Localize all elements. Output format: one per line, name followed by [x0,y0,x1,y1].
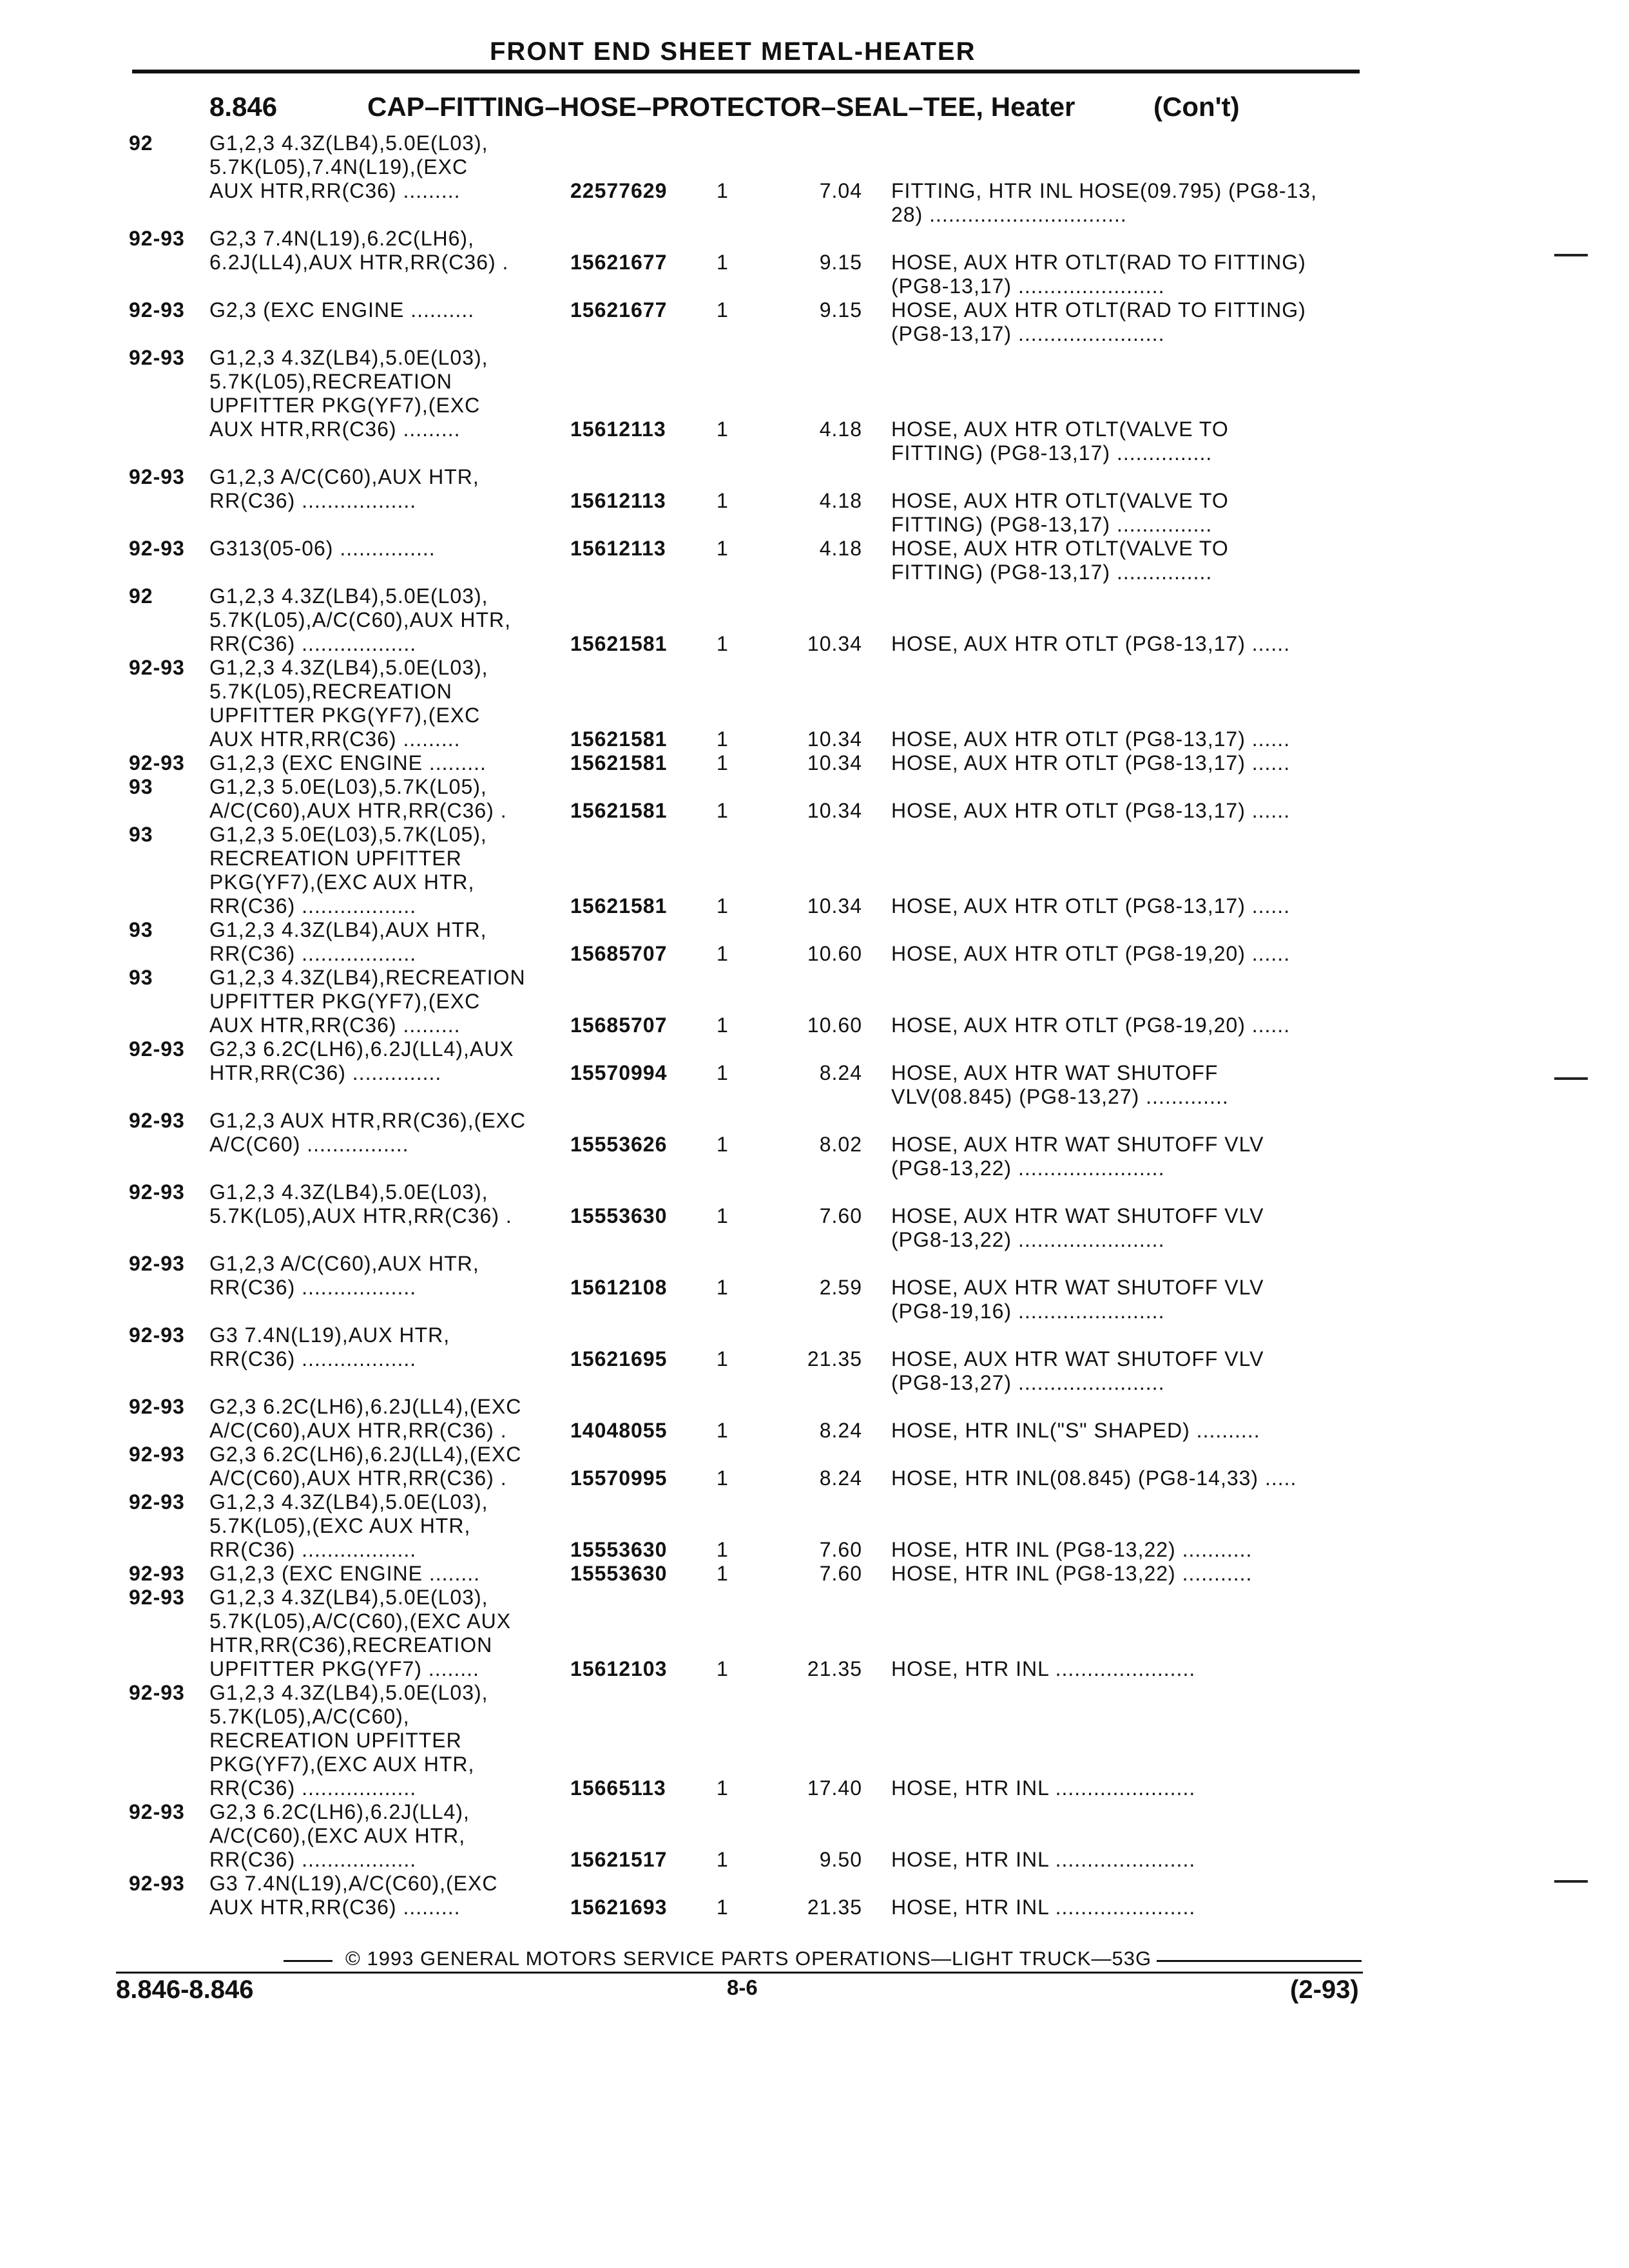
part-name: (PG8-13,22) ....................... [891,1157,1165,1180]
quantity: 1 [717,1466,729,1490]
part-name: HOSE, AUX HTR OTLT(RAD TO FITTING) [891,251,1306,274]
usage-description: PKG(YF7),(EXC AUX HTR, [209,870,475,894]
part-name: HOSE, AUX HTR OTLT (PG8-13,17) ...... [891,751,1291,774]
usage-description: RR(C36) .................. [209,894,417,918]
model-year: 92-93 [129,1490,185,1514]
part-number: 15553630 [570,1204,668,1227]
usage-description: G1,2,3 4.3Z(LB4),RECREATION [209,966,526,989]
model-year: 92-93 [129,1443,185,1466]
footer-section-range: 8.846-8.846 [116,1975,254,2004]
model-year: 92-93 [129,1681,185,1704]
part-number: 15685707 [570,942,668,965]
quantity: 1 [717,1896,729,1919]
model-year: 92-93 [129,346,185,369]
part-name: HOSE, AUX HTR OTLT (PG8-13,17) ...... [891,894,1291,918]
part-number: 22577629 [570,179,668,202]
model-year: 92-93 [129,1800,185,1823]
part-number: 15685707 [570,1014,668,1037]
part-name: HOSE, HTR INL ...................... [891,1848,1196,1871]
part-number: 15665113 [570,1776,666,1800]
part-number: 15621517 [570,1848,668,1871]
model-year: 92-93 [129,656,185,679]
part-name: HOSE, HTR INL ...................... [891,1896,1196,1919]
usage-description: G1,2,3 4.3Z(LB4),AUX HTR, [209,918,487,941]
usage-description: G2,3 6.2C(LH6),6.2J(LL4), [209,1800,470,1823]
margin-mark [1554,1880,1588,1883]
footer-page-number: 8-6 [727,1975,758,1999]
usage-description: RR(C36) .................. [209,1848,417,1871]
usage-description: G1,2,3 (EXC ENGINE ........ [209,1562,480,1585]
quantity: 1 [717,298,729,322]
quantity: 1 [717,1419,729,1442]
usage-description: 5.7K(L05),7.4N(L19),(EXC [209,155,468,178]
quantity: 1 [717,1657,729,1680]
quantity: 1 [717,1204,729,1227]
usage-description: G1,2,3 A/C(C60),AUX HTR, [209,465,479,488]
margin-mark [1554,1077,1588,1080]
part-name: (PG8-13,17) ....................... [891,274,1165,298]
usage-description: G1,2,3 4.3Z(LB4),5.0E(L03), [209,1180,488,1204]
part-name: VLV(08.845) (PG8-13,27) ............. [891,1085,1229,1108]
usage-description: 5.7K(L05),AUX HTR,RR(C36) . [209,1204,512,1227]
section-code: 8.846 [209,91,278,122]
usage-description: 5.7K(L05),(EXC AUX HTR, [209,1514,471,1537]
model-year: 92-93 [129,227,185,250]
model-year: 92-93 [129,1586,185,1609]
quantity: 1 [717,489,729,512]
quantity: 1 [717,1061,729,1084]
price: 7.60 [819,1204,862,1227]
usage-description: G1,2,3 4.3Z(LB4),5.0E(L03), [209,1586,488,1609]
usage-description: RR(C36) .................. [209,1347,417,1370]
part-number: 15621581 [570,632,668,655]
usage-description: G1,2,3 (EXC ENGINE ......... [209,751,487,774]
part-number: 15621581 [570,727,668,751]
price: 10.34 [807,727,862,751]
usage-description: 5.7K(L05),RECREATION [209,370,452,393]
section-title: CAP–FITTING–HOSE–PROTECTOR–SEAL–TEE, Heater [367,91,1075,122]
price: 10.34 [807,894,862,918]
usage-description: G2,3 6.2C(LH6),6.2J(LL4),AUX [209,1037,514,1061]
model-year: 92-93 [129,1323,185,1347]
price: 8.02 [819,1133,862,1156]
usage-description: A/C(C60),AUX HTR,RR(C36) . [209,1466,507,1490]
usage-description: A/C(C60),AUX HTR,RR(C36) . [209,1419,507,1442]
footer-rule-right [1157,1960,1362,1962]
quantity: 1 [717,1133,729,1156]
usage-description: AUX HTR,RR(C36) ......... [209,1896,461,1919]
part-number: 15621581 [570,751,668,774]
usage-description: G1,2,3 4.3Z(LB4),5.0E(L03), [209,346,488,369]
usage-description: G1,2,3 A/C(C60),AUX HTR, [209,1252,479,1275]
part-name: HOSE, AUX HTR OTLT(VALVE TO [891,537,1229,560]
part-name: 28) ............................... [891,203,1127,226]
part-number: 15621693 [570,1896,668,1919]
quantity: 1 [717,537,729,560]
usage-description: G1,2,3 4.3Z(LB4),5.0E(L03), [209,656,488,679]
footer-rule-left [284,1960,333,1962]
part-name: HOSE, AUX HTR OTLT (PG8-13,17) ...... [891,632,1291,655]
model-year: 92-93 [129,1395,185,1418]
part-number: 15570994 [570,1061,668,1084]
part-name: HOSE, HTR INL ...................... [891,1657,1196,1680]
quantity: 1 [717,1014,729,1037]
part-number: 15553630 [570,1538,668,1561]
quantity: 1 [717,894,729,918]
usage-description: UPFITTER PKG(YF7),(EXC [209,704,481,727]
part-number: 15612113 [570,489,666,512]
usage-description: G2,3 7.4N(L19),6.2C(LH6), [209,227,474,250]
quantity: 1 [717,942,729,965]
price: 10.34 [807,799,862,822]
usage-description: G1,2,3 4.3Z(LB4),5.0E(L03), [209,1490,488,1514]
part-name: HOSE, AUX HTR WAT SHUTOFF VLV [891,1133,1264,1156]
price: 10.34 [807,751,862,774]
usage-description: RR(C36) .................. [209,632,417,655]
usage-description: AUX HTR,RR(C36) ......... [209,1014,461,1037]
usage-description: 5.7K(L05),A/C(C60),AUX HTR, [209,608,512,631]
part-name: HOSE, HTR INL (PG8-13,22) ........... [891,1538,1253,1561]
usage-description: 5.7K(L05),A/C(C60),(EXC AUX [209,1610,512,1633]
usage-description: RR(C36) .................. [209,1776,417,1800]
part-number: 15570995 [570,1466,668,1490]
part-number: 15621695 [570,1347,668,1370]
part-name: HOSE, AUX HTR OTLT(VALVE TO [891,489,1229,512]
model-year: 93 [129,775,153,798]
usage-description: 6.2J(LL4),AUX HTR,RR(C36) . [209,251,509,274]
quantity: 1 [717,632,729,655]
model-year: 92-93 [129,1252,185,1275]
usage-description: G3 7.4N(L19),A/C(C60),(EXC [209,1872,498,1895]
quantity: 1 [717,1347,729,1370]
usage-description: RECREATION UPFITTER [209,1729,462,1752]
model-year: 92 [129,584,153,608]
price: 8.24 [819,1466,862,1490]
price: 21.35 [807,1347,862,1370]
usage-description: G2,3 6.2C(LH6),6.2J(LL4),(EXC [209,1395,522,1418]
part-name: HOSE, AUX HTR OTLT (PG8-19,20) ...... [891,1014,1291,1037]
usage-description: G1,2,3 5.0E(L03),5.7K(L05), [209,775,487,798]
model-year: 93 [129,918,153,941]
part-number: 15553630 [570,1562,668,1585]
model-year: 92-93 [129,1037,185,1061]
usage-description: RECREATION UPFITTER [209,847,462,870]
quantity: 1 [717,1562,729,1585]
usage-description: G3 7.4N(L19),AUX HTR, [209,1323,450,1347]
price: 17.40 [807,1776,862,1800]
part-name: HOSE, AUX HTR WAT SHUTOFF VLV [891,1276,1264,1299]
footer-rule [116,1972,1363,1974]
price: 2.59 [819,1276,862,1299]
price: 10.60 [807,942,862,965]
part-name: FITTING) (PG8-13,17) ............... [891,513,1213,536]
quantity: 1 [717,251,729,274]
model-year: 93 [129,966,153,989]
margin-mark [1554,254,1588,256]
part-name: FITTING) (PG8-13,17) ............... [891,441,1213,465]
part-name: HOSE, AUX HTR WAT SHUTOFF VLV [891,1204,1264,1227]
usage-description: A/C(C60) ................ [209,1133,409,1156]
part-name: HOSE, HTR INL("S" SHAPED) .......... [891,1419,1260,1442]
price: 21.35 [807,1657,862,1680]
part-number: 15612113 [570,537,666,560]
model-year: 92-93 [129,1109,185,1132]
quantity: 1 [717,727,729,751]
price: 9.15 [819,251,862,274]
usage-description: PKG(YF7),(EXC AUX HTR, [209,1753,475,1776]
usage-description: UPFITTER PKG(YF7),(EXC [209,990,481,1013]
price: 9.15 [819,298,862,322]
usage-description: UPFITTER PKG(YF7),(EXC [209,394,481,417]
part-number: 15621677 [570,298,668,322]
quantity: 1 [717,1776,729,1800]
part-number: 14048055 [570,1419,668,1442]
price: 10.60 [807,1014,862,1037]
model-year: 93 [129,823,153,846]
price: 4.18 [819,418,862,441]
part-name: (PG8-13,27) ....................... [891,1371,1165,1394]
part-name: (PG8-19,16) ....................... [891,1300,1165,1323]
usage-description: G1,2,3 5.0E(L03),5.7K(L05), [209,823,487,846]
model-year: 92-93 [129,465,185,488]
footer-date: (2-93) [1290,1975,1359,2004]
part-name: HOSE, AUX HTR WAT SHUTOFF VLV [891,1347,1264,1370]
usage-description: HTR,RR(C36),RECREATION [209,1633,493,1657]
price: 8.24 [819,1419,862,1442]
part-name: HOSE, AUX HTR WAT SHUTOFF [891,1061,1219,1084]
model-year: 92-93 [129,1180,185,1204]
part-number: 15621677 [570,251,668,274]
part-name: FITTING) (PG8-13,17) ............... [891,561,1213,584]
part-name: (PG8-13,22) ....................... [891,1228,1165,1251]
usage-description: AUX HTR,RR(C36) ......... [209,727,461,751]
usage-description: A/C(C60),(EXC AUX HTR, [209,1824,466,1847]
usage-description: G1,2,3 4.3Z(LB4),5.0E(L03), [209,584,488,608]
price: 7.04 [819,179,862,202]
quantity: 1 [717,1848,729,1871]
page-title: FRONT END SHEET METAL-HEATER [490,37,976,66]
quantity: 1 [717,751,729,774]
usage-description: G2,3 6.2C(LH6),6.2J(LL4),(EXC [209,1443,522,1466]
price: 7.60 [819,1562,862,1585]
section-continued: (Con't) [1153,91,1240,122]
usage-description: UPFITTER PKG(YF7) ........ [209,1657,479,1680]
price: 4.18 [819,537,862,560]
part-name: (PG8-13,17) ....................... [891,322,1165,345]
price: 4.18 [819,489,862,512]
usage-description: RR(C36) .................. [209,942,417,965]
part-number: 15553626 [570,1133,668,1156]
model-year: 92-93 [129,751,185,774]
model-year: 92-93 [129,537,185,560]
model-year: 92-93 [129,298,185,322]
part-name: HOSE, AUX HTR OTLT (PG8-13,17) ...... [891,727,1291,751]
usage-description: G2,3 (EXC ENGINE .......... [209,298,475,322]
part-number: 15621581 [570,799,668,822]
usage-description: A/C(C60),AUX HTR,RR(C36) . [209,799,507,822]
usage-description: HTR,RR(C36) .............. [209,1061,442,1084]
quantity: 1 [717,418,729,441]
part-number: 15621581 [570,894,668,918]
usage-description: G313(05-06) ............... [209,537,436,560]
quantity: 1 [717,799,729,822]
quantity: 1 [717,179,729,202]
part-number: 15612113 [570,418,666,441]
usage-description: G1,2,3 4.3Z(LB4),5.0E(L03), [209,1681,488,1704]
part-name: HOSE, AUX HTR OTLT (PG8-19,20) ...... [891,942,1291,965]
usage-description: RR(C36) .................. [209,489,417,512]
usage-description: G1,2,3 AUX HTR,RR(C36),(EXC [209,1109,526,1132]
model-year: 92-93 [129,1872,185,1895]
model-year: 92 [129,131,153,155]
part-name: HOSE, HTR INL(08.845) (PG8-14,33) ..... [891,1466,1297,1490]
usage-description: AUX HTR,RR(C36) ......... [209,179,461,202]
part-name: HOSE, HTR INL ...................... [891,1776,1196,1800]
price: 9.50 [819,1848,862,1871]
part-name: HOSE, AUX HTR OTLT(RAD TO FITTING) [891,298,1306,322]
part-name: HOSE, AUX HTR OTLT (PG8-13,17) ...... [891,799,1291,822]
usage-description: RR(C36) .................. [209,1276,417,1299]
part-number: 15612108 [570,1276,668,1299]
footer-copyright: © 1993 GENERAL MOTORS SERVICE PARTS OPERATIONS—LIGHT TRUCK—53G [345,1947,1152,1970]
part-name: HOSE, AUX HTR OTLT(VALVE TO [891,418,1229,441]
quantity: 1 [717,1538,729,1561]
usage-description: AUX HTR,RR(C36) ......... [209,418,461,441]
price: 21.35 [807,1896,862,1919]
usage-description: 5.7K(L05),RECREATION [209,680,452,703]
usage-description: RR(C36) .................. [209,1538,417,1561]
price: 7.60 [819,1538,862,1561]
quantity: 1 [717,1276,729,1299]
price: 8.24 [819,1061,862,1084]
usage-description: 5.7K(L05),A/C(C60), [209,1705,410,1728]
usage-description: G1,2,3 4.3Z(LB4),5.0E(L03), [209,131,488,155]
model-year: 92-93 [129,1562,185,1585]
part-name: HOSE, HTR INL (PG8-13,22) ........... [891,1562,1253,1585]
price: 10.34 [807,632,862,655]
part-name: FITTING, HTR INL HOSE(09.795) (PG8-13, [891,179,1317,202]
part-number: 15612103 [570,1657,668,1680]
